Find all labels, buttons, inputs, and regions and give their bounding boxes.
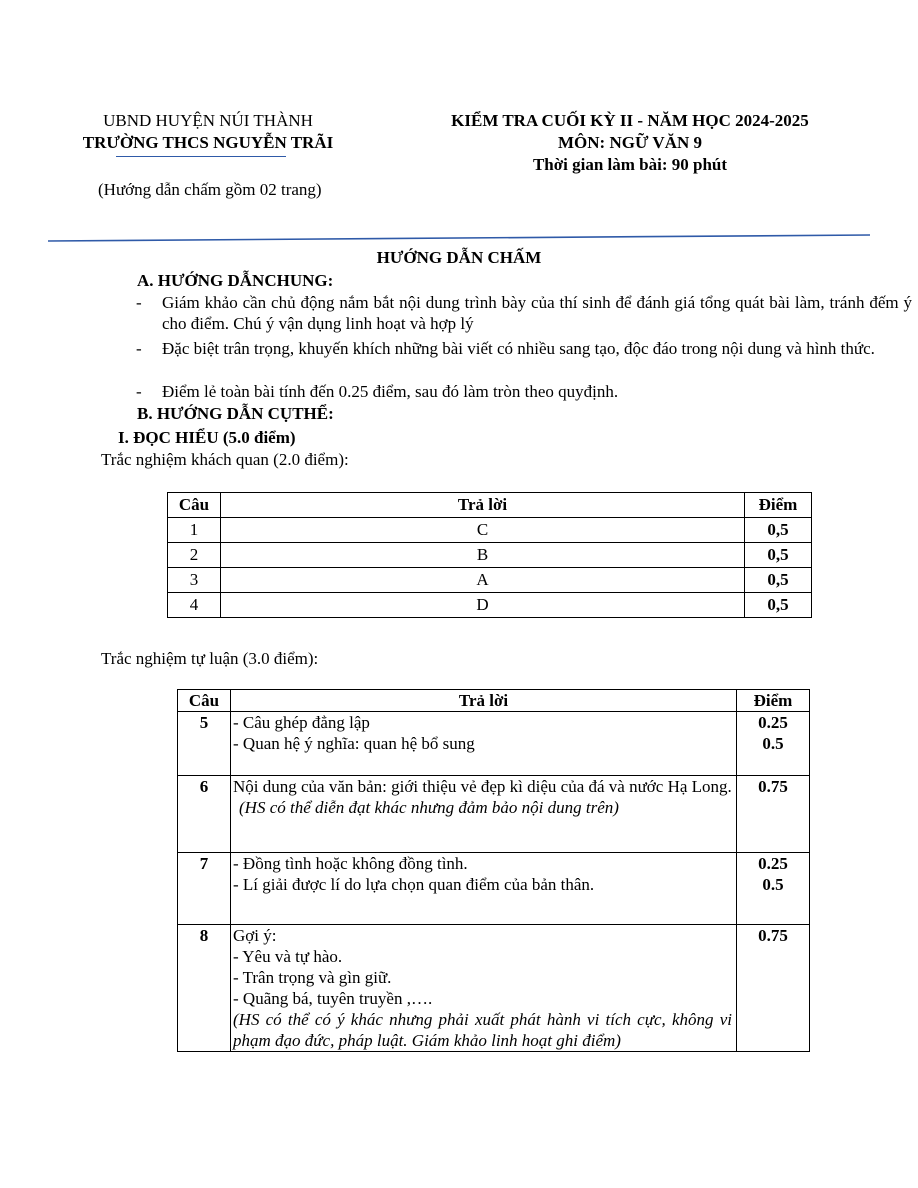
table-row [178,776,810,853]
score: 0.25 [758,854,788,873]
answer-cell [231,925,737,1052]
table-row [178,925,810,1052]
score-cell [737,776,810,853]
answer-cell [231,712,737,776]
score: 0.75 [758,777,788,796]
score-cell [737,925,810,1052]
pages-note: (Hướng dẫn chấm gồm 02 trang) [98,180,322,199]
answer-line: Gợi ý: [233,926,277,945]
answer-line: - Trân trọng và gìn giữ. [233,968,392,987]
table-row [168,543,812,568]
question-number: 4 [168,593,221,618]
question-number: 1 [168,518,221,543]
answer: C [221,518,745,543]
answer-cell [231,853,737,925]
essay-table [177,689,810,1052]
question-number: 7 [178,853,231,925]
school-header [58,110,358,154]
table-row [178,853,810,925]
exam-header [400,110,860,176]
exam-title: KIỂM TRA CUỐI KỲ II - NĂM HỌC 2024-2025 [451,111,809,130]
question-number: 2 [168,543,221,568]
question-number: 5 [178,712,231,776]
bullet-3 [136,381,912,402]
answer-line: - Quãng bá, tuyên truyền ,…. [233,989,433,1008]
question-number: 3 [168,568,221,593]
section-a-heading: A. HƯỚNG DẪNCHUNG: [137,271,334,290]
school-name: TRƯỜNG THCS NGUYỄN TRÃI [82,133,334,152]
header-score: Điểm [745,493,812,518]
bullet-2 [136,338,912,359]
answer-line: - Đồng tình hoặc không đồng tình. [233,854,468,873]
school-underline [116,156,286,157]
score: 0,5 [745,593,812,618]
answer: A [221,568,745,593]
mcq-caption: Trắc nghiệm khách quan (2.0 điểm): [101,450,349,469]
score: 0,5 [745,543,812,568]
part-1-heading: I. ĐỌC HIỂU (5.0 điểm) [118,428,296,447]
score: 0,5 [745,518,812,543]
bullet-text: Giám khảo cần chủ động nắm bắt nội dung trình bày của thí sinh để đánh giá tổng quát bài làm, tránh đếm ý cho điểm. Chú ý vận dụng linh hoạt và hợp lý [162,293,912,333]
score-cell [737,853,810,925]
exam-subject: MÔN: NGỮ VĂN 9 [557,133,702,152]
section-b-heading: B. HƯỚNG DẪN CỤTHỂ: [137,404,334,423]
district-name: UBND HUYỆN NÚI THÀNH [103,111,313,130]
header-divider [48,233,870,243]
header-question: Câu [178,690,231,712]
score: 0.75 [758,926,788,945]
question-number: 6 [178,776,231,853]
score: 0.5 [762,734,784,753]
bullet-dash: - [136,293,142,312]
bullet-dash: - [136,339,142,358]
score-cell [737,712,810,776]
answer-cell [231,776,737,853]
table-row [168,518,812,543]
answer-line: - Yêu và tự hào. [233,947,343,966]
answer-note: (HS có thể có ý khác nhưng phải xuất phát hành vi tích cực, không vi phạm đạo đức, pháp luật. Giám khảo linh hoạt ghi điểm) [233,1010,732,1050]
answer-note: (HS có thể diễn đạt khác nhưng đảm bảo nội dung trên) [239,798,619,817]
header-score: Điểm [737,690,810,712]
bullet-dash: - [136,382,142,401]
score: 0.25 [758,713,788,732]
header-question: Câu [168,493,221,518]
table-row [178,712,810,776]
table-header-row [168,493,812,518]
header-answer: Trả lời [231,690,737,712]
question-number: 8 [178,925,231,1052]
mcq-table [167,492,812,618]
bullet-text: Đặc biệt trân trọng, khuyến khích những bài viết có nhiều sang tạo, độc đáo trong nội dung và hình thức. [162,339,875,358]
exam-duration: Thời gian làm bài: 90 phút [532,155,728,174]
score: 0,5 [745,568,812,593]
essay-caption: Trắc nghiệm tự luận (3.0 điểm): [101,649,319,668]
answer: B [221,543,745,568]
table-row [168,593,812,618]
table-row [168,568,812,593]
answer-line: - Câu ghép đẳng lập [233,713,370,732]
header-answer: Trả lời [221,493,745,518]
answer: D [221,593,745,618]
guide-title: HƯỚNG DẪN CHẤM [376,248,542,267]
score: 0.5 [762,875,784,894]
answer-line: - Lí giải được lí do lựa chọn quan điểm của bản thân. [233,875,595,894]
table-header-row [178,690,810,712]
bullet-text: Điểm lẻ toàn bài tính đến 0.25 điểm, sau đó làm tròn theo quyđịnh. [162,382,619,401]
answer-line: - Quan hệ ý nghĩa: quan hệ bổ sung [233,734,475,753]
bullet-1 [136,292,912,334]
answer-line: Nội dung của văn bản: giới thiệu vẻ đẹp kì diệu của đá và nước Hạ Long. [233,777,732,796]
